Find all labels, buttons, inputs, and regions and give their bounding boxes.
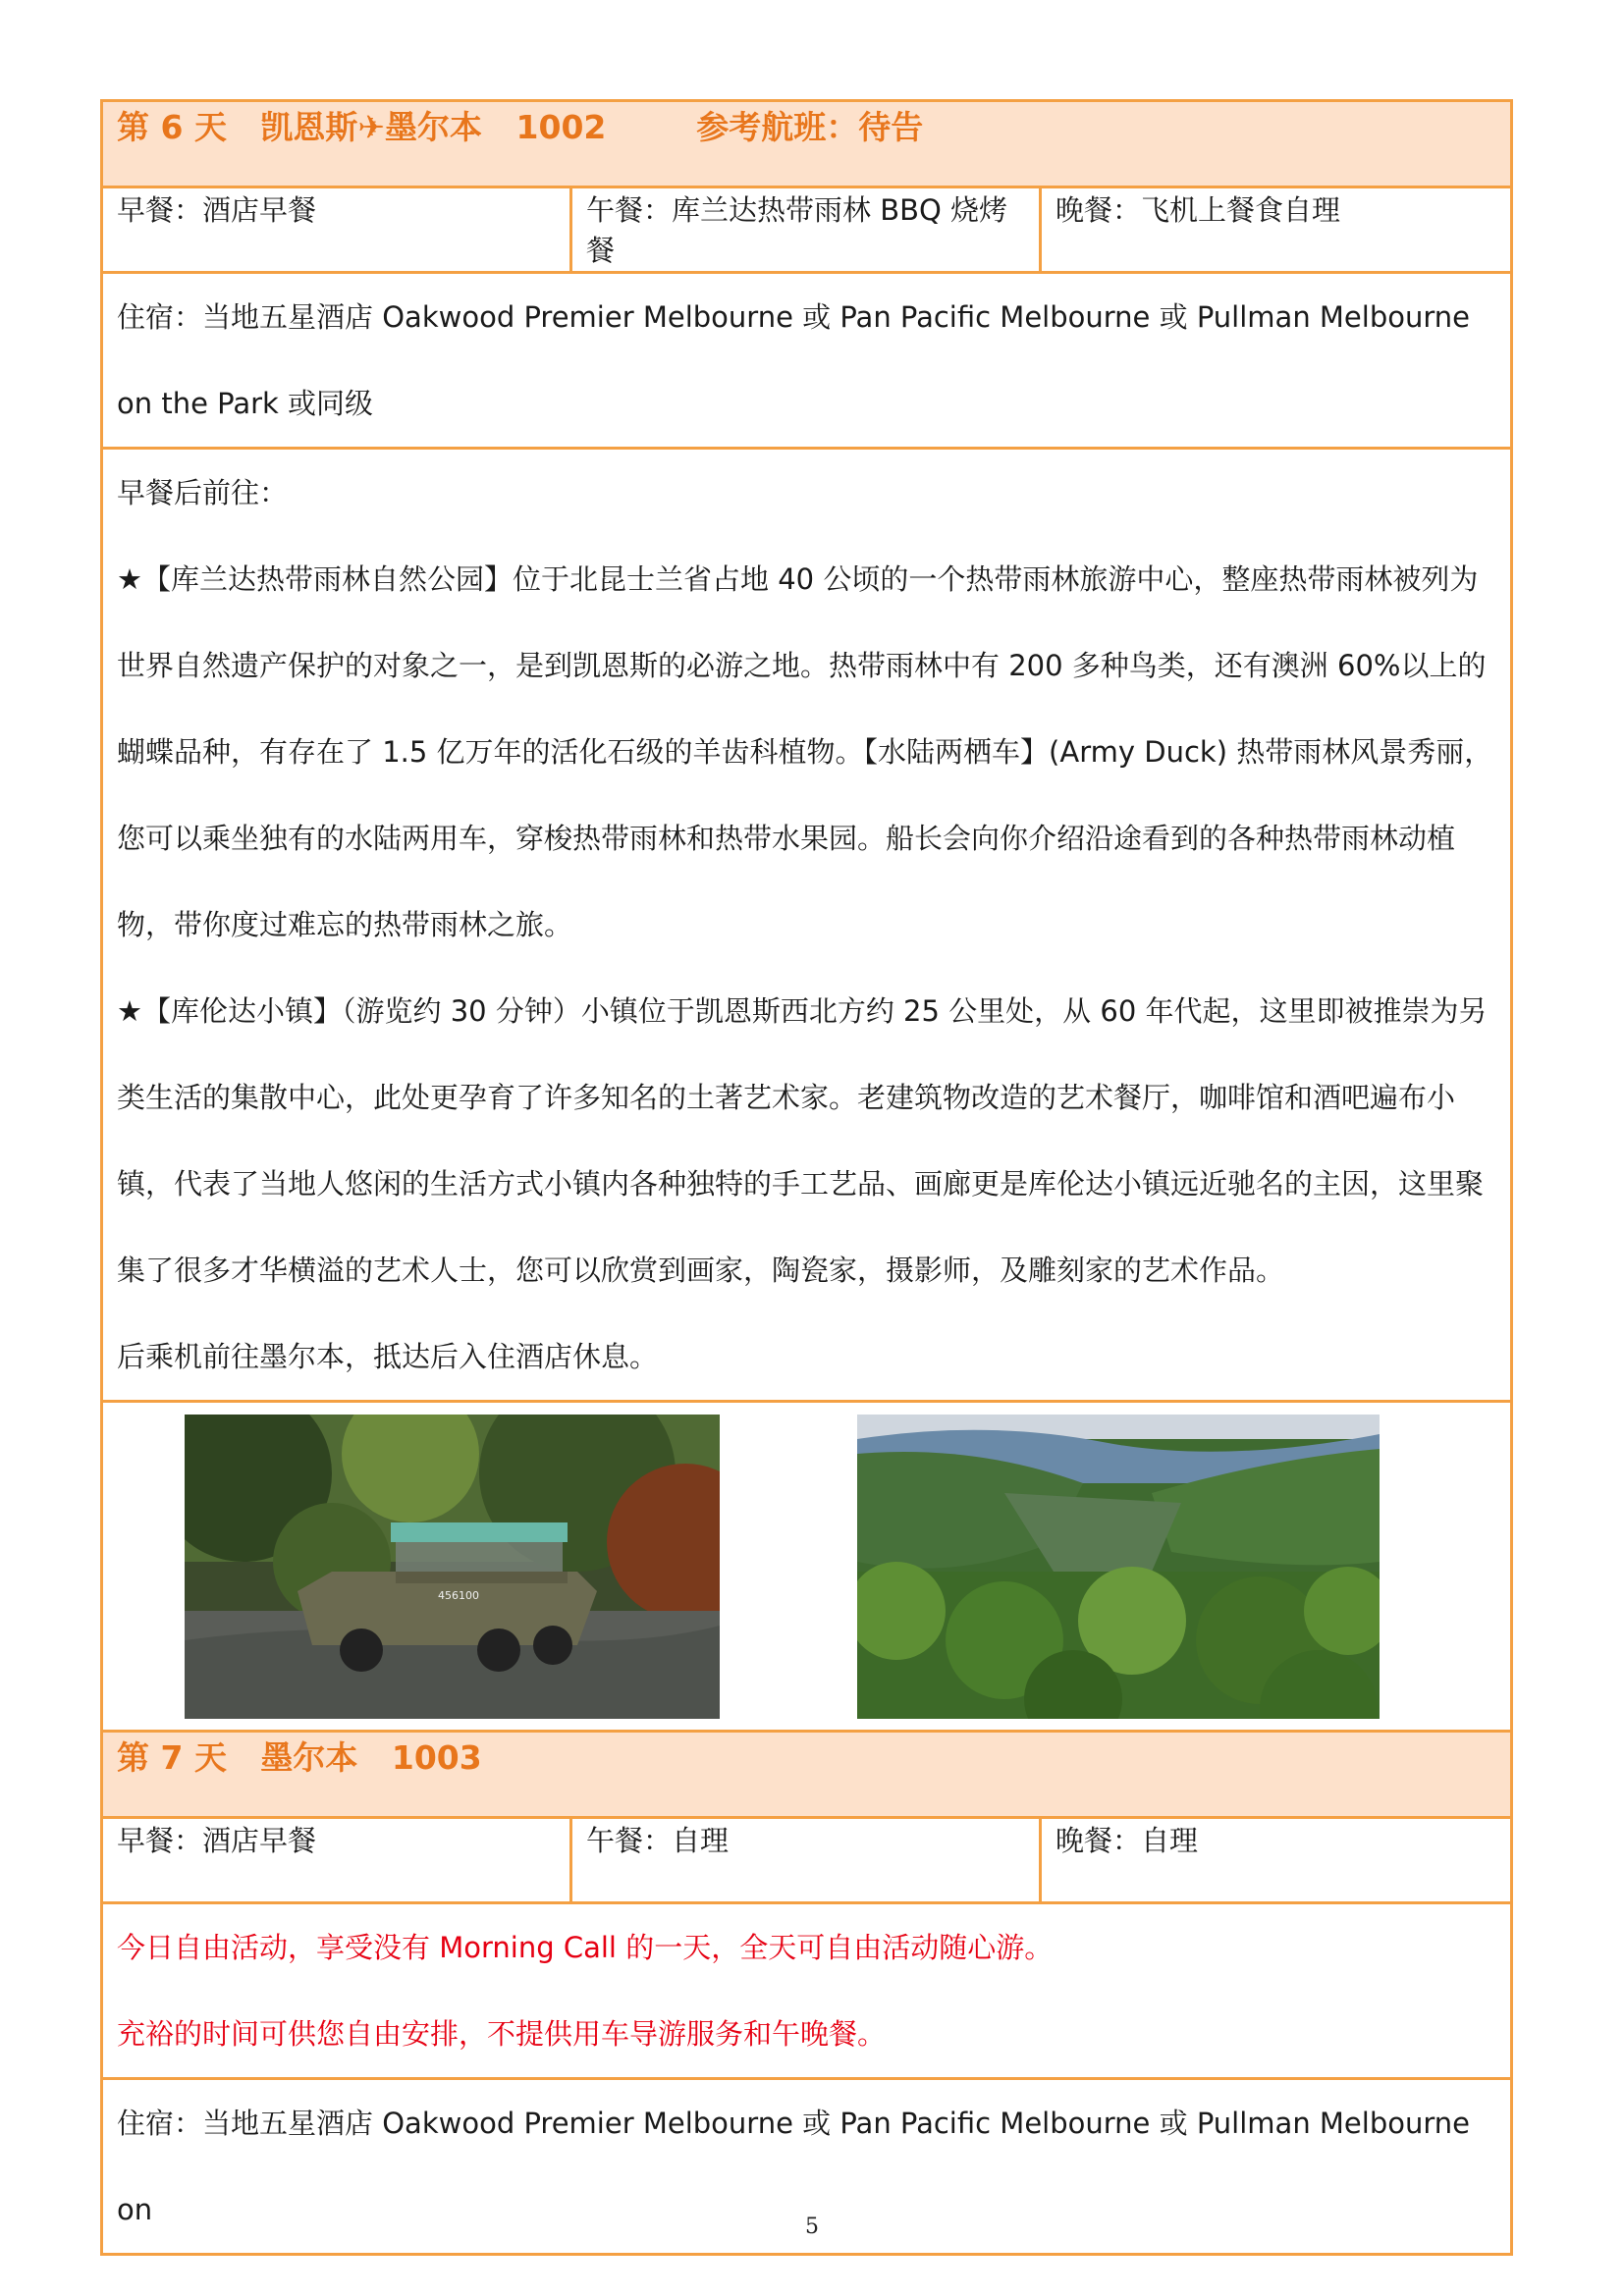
day6-meals-row	[102, 187, 1512, 273]
day6-lunch: 午餐：库兰达热带雨林 BBQ 烧烤餐	[571, 187, 1041, 273]
day7-free-note-1: 今日自由活动，享受没有 Morning Call 的一天，全天可自由活动随心游。	[117, 1931, 1054, 1964]
itinerary-page	[100, 99, 1510, 2256]
day7-header-row	[102, 1732, 1512, 1818]
day7-free-activity-row	[102, 1903, 1512, 2079]
rainforest-valley-photo	[857, 1415, 1380, 1719]
day6-dinner: 晚餐：飞机上餐食自理	[1041, 187, 1512, 273]
day7-meals-row	[102, 1818, 1512, 1903]
day7-lunch: 午餐：自理	[571, 1818, 1041, 1903]
day6-itinerary-row	[102, 449, 1512, 1402]
itinerary-table	[100, 99, 1513, 2256]
day7-hotel: 住宿：当地五星酒店 Oakwood Premier Melbourne 或 Pan Pacific Melbourne 或 Pullman Melbourne on	[117, 2107, 1470, 2226]
day6-header-row	[102, 101, 1512, 187]
page-number: 5	[805, 2215, 819, 2239]
day6-breakfast: 早餐：酒店早餐	[102, 187, 571, 273]
day7-dinner: 晚餐：自理	[1041, 1818, 1512, 1903]
day6-kuranda-rainforest: ★【库兰达热带雨林自然公园】位于北昆士兰省占地 40 公顷的一个热带雨林旅游中心，整座热带雨林被列为世界自然遗产保护的对象之一，是到凯恩斯的必游之地。热带雨林中有 200 多种鸟类，还有澳洲 60%以上的蝴蝶品种，有存在了 1.5 亿万年的活化石级的羊齿科植物。【水陆两栖车】(Army Duck) 热带雨林风景秀丽，您可以乘坐独有的水陆两用车，穿梭热带雨林和热带水果园。船长会向你介绍沿途看到的各种热带雨林动植物，带你度过难忘的热带雨林之旅。	[117, 562, 1493, 941]
day6-title: 第 6 天 凯恩斯✈墨尔本 1002 参考航班：待告	[117, 108, 924, 146]
day6-intro: 早餐后前往：	[117, 476, 289, 509]
day7-free-note-2: 充裕的时间可供您自由安排，不提供用车导游服务和午晚餐。	[117, 2017, 887, 2051]
day6-flight-note: 后乘机前往墨尔本，抵达后入住酒店休息。	[117, 1340, 659, 1373]
day6-hotel-row	[102, 273, 1512, 449]
day6-hotel: 住宿：当地五星酒店 Oakwood Premier Melbourne 或 Pan Pacific Melbourne 或 Pullman Melbourne on the Park 或同级	[117, 300, 1470, 420]
day6-kuranda-village: ★【库伦达小镇】（游览约 30 分钟）小镇位于凯恩斯西北方约 25 公里处，从 60 年代起，这里即被推崇为另类生活的集散中心，此处更孕育了许多知名的土著艺术家。老建筑物改造的艺术餐厅，咖啡馆和酒吧遍布小镇，代表了当地人悠闲的生活方式小镇内各种独特的手工艺品、画廊更是库伦达小镇远近驰名的主因，这里聚集了很多才华横溢的艺术人士，您可以欣赏到画家，陶瓷家，摄影师，及雕刻家的艺术作品。	[117, 994, 1488, 1287]
army-duck-plate: 456100	[438, 1589, 479, 1602]
day7-title: 第 7 天 墨尔本 1003	[117, 1738, 482, 1777]
army-duck-photo	[185, 1415, 720, 1719]
day6-photos-row	[102, 1402, 1512, 1732]
day7-breakfast: 早餐：酒店早餐	[102, 1818, 571, 1903]
